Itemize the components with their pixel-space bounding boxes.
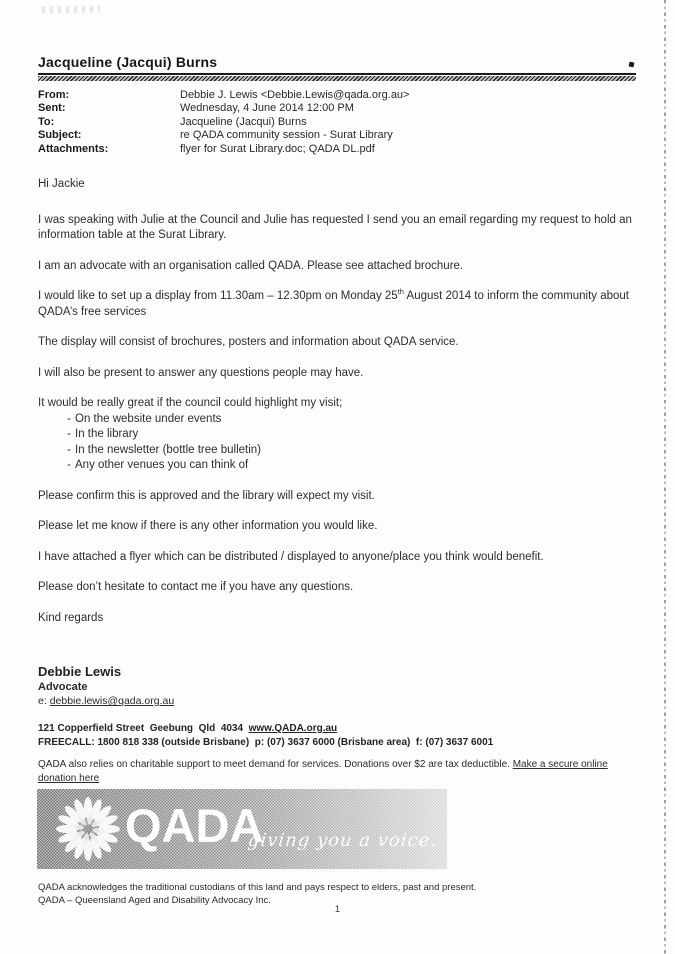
- ordinal-superscript: th: [397, 287, 404, 297]
- signature-name: Debbie Lewis: [38, 664, 122, 679]
- email-link[interactable]: debbie.lewis@qada.org.au: [49, 695, 175, 707]
- bullet-item: [38, 427, 632, 443]
- paragraph: Please confirm this is approved and the library will expect my visit.: [38, 489, 375, 502]
- paragraph-text: August 2014 to inform the community about QADA’s free services: [38, 290, 629, 318]
- to-label: To:: [38, 115, 55, 128]
- pencil-smudge-mark: [42, 5, 100, 13]
- meta-row-to: [38, 116, 636, 129]
- address-block: [38, 722, 632, 749]
- donation-text: QADA also relies on charitable support to meet demand for services. Donations over $2 are tax deductible.: [38, 759, 513, 770]
- meta-row-subject: [38, 129, 636, 142]
- bullet-item: [38, 412, 632, 428]
- document-header: [38, 54, 636, 81]
- attachments-label: Attachments:: [38, 142, 109, 155]
- paragraph: Please don’t hesitate to contact me if you have any questions.: [38, 581, 354, 593]
- organisation-line: QADA – Queensland Aged and Disability Advocacy Inc.: [38, 894, 271, 906]
- paragraph: I am an advocate with an organisation called QADA. Please see attached brochure.: [38, 259, 464, 272]
- from-label: From:: [38, 89, 70, 101]
- bullet-item: [38, 458, 632, 474]
- bullet-item: [38, 443, 632, 459]
- scan-perforation-edge: [664, 0, 666, 954]
- list-intro: It would be really great if the council could highlight my visit;: [38, 397, 343, 409]
- attachments-value: flyer for Surat Library.doc; QADA DL.pdf: [180, 142, 375, 155]
- email-prefix: e:: [38, 695, 50, 707]
- paragraph: I will also be present to answer any questions people may have.: [38, 366, 364, 379]
- page-number: 1: [334, 904, 340, 914]
- paragraph: I have attached a flyer which can be distributed / displayed to anyone/place you think would benefit.: [38, 550, 544, 563]
- paragraph: [38, 289, 632, 320]
- subject-value: re QADA community session - Surat Library: [180, 129, 393, 142]
- email-meta-block: [38, 89, 636, 156]
- header-divider-bar: [38, 76, 636, 81]
- bullet-text: Any other venues you can think of: [75, 459, 249, 471]
- from-value: Debbie J. Lewis <Debbie.Lewis@qada.org.au>: [180, 89, 410, 101]
- qada-logo-banner: [37, 789, 447, 869]
- sent-value: Wednesday, 4 June 2014 12:00 PM: [180, 102, 354, 115]
- donation-link[interactable]: Make a secure online donation here: [38, 759, 608, 784]
- bullet-list: [38, 412, 632, 474]
- bullet-text: On the website under events: [75, 412, 222, 425]
- paragraph: I was speaking with Julie at the Council and Julie has requested I send you an email regarding my request to hold an information table at the Surat Library.: [38, 213, 632, 241]
- meta-row-from: [38, 89, 636, 102]
- signature-role: Advocate: [38, 681, 88, 693]
- bullet-dash: -: [67, 459, 71, 471]
- recipient-name-title: Jacqueline (Jacqui) Burns: [38, 54, 636, 75]
- signature-email-line: [38, 694, 632, 708]
- email-body: [38, 177, 632, 641]
- freecall-line: FREECALL: 1800 818 338 (outside Brisbane) p: (07) 3637 6000 (Brisbane area) f: (07) 3637 6001: [38, 736, 494, 748]
- sent-label: Sent:: [38, 102, 66, 115]
- acknowledgment-line: QADA acknowledges the traditional custodians of this land and pays respect to elders, past and present.: [38, 882, 477, 893]
- bullet-text: In the library: [75, 428, 139, 440]
- closing: Kind regards: [38, 611, 104, 624]
- bullet-text: In the newsletter (bottle tree bulletin): [75, 443, 262, 456]
- bullet-dash: -: [67, 428, 71, 440]
- street-address: 121 Copperfield Street Geebung Qld 4034: [38, 723, 249, 734]
- paragraph: Please let me know if there is any other information you would like.: [38, 520, 378, 532]
- to-value: Jacqueline (Jacqui) Burns: [180, 115, 307, 128]
- bullet-dash: -: [67, 412, 71, 425]
- donation-note: [38, 758, 630, 786]
- meta-row-attachments: [38, 143, 636, 156]
- qada-logo-text: QADA: [125, 799, 264, 852]
- paragraph: The display will consist of brochures, posters and information about QADA service.: [38, 336, 459, 348]
- meta-row-sent: [38, 102, 636, 115]
- subject-label: Subject:: [38, 129, 82, 142]
- signature-block: [38, 664, 632, 786]
- address-line: [38, 722, 632, 736]
- website-link[interactable]: www.QADA.org.au: [248, 723, 338, 734]
- bullet-dash: -: [67, 443, 71, 456]
- greeting: Hi Jackie: [38, 178, 85, 190]
- paragraph-text: I would like to set up a display from 11.30am – 12.30pm on Monday 25: [38, 290, 398, 302]
- banner-tagline: giving you a voice.: [246, 830, 439, 851]
- daisy-flower-icon: [53, 794, 123, 864]
